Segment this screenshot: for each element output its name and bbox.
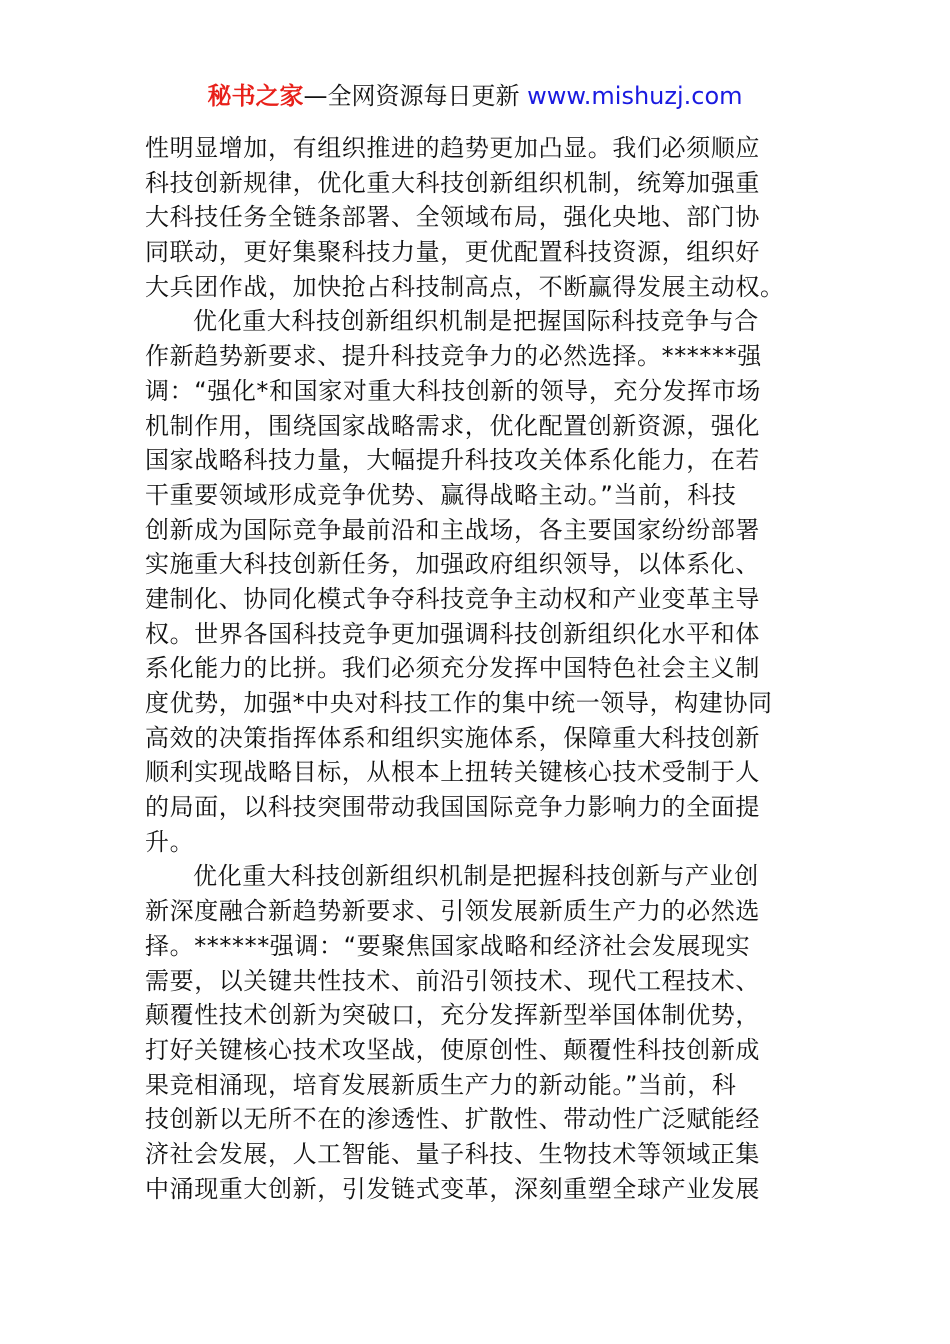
text-line: 需要，以关键共性技术、前沿引领技术、现代工程技术、 (145, 966, 760, 995)
text-line: 择。******强调：“要聚焦国家战略和经济社会发展现实 (145, 931, 751, 960)
text-line: 实施重大科技创新任务，加强政府组织领导，以体系化、 (145, 550, 760, 579)
text-line: 系化能力的比拼。我们必须充分发挥中国特色社会主义制 (145, 654, 760, 683)
text-line: 国家战略科技力量，大幅提升科技攻关体系化能力，在若 (145, 446, 760, 475)
text-line: 打好关键核心技术攻坚战，使原创性、颠覆性科技创新成 (145, 1035, 760, 1064)
paragraph-start-line: 优化重大科技创新组织机制是把握国际科技竞争与合 (193, 307, 759, 336)
text-line: 升。 (145, 827, 195, 856)
text-line: 济社会发展，人工智能、量子科技、生物技术等领域正集 (145, 1139, 760, 1168)
text-line: 作新趋势新要求、提升科技竞争力的必然选择。******强 (145, 342, 762, 371)
site-brand: 秘书之家 (207, 82, 304, 110)
text-line: 的局面，以科技突围带动我国国际竞争力影响力的全面提 (145, 793, 760, 822)
document-body (145, 131, 810, 1206)
text-line: 性明显增加，有组织推进的趋势更加凸显。我们必须顺应 (145, 134, 760, 162)
text-line: 高效的决策指挥体系和组织实施体系，保障重大科技创新 (145, 723, 760, 752)
text-line: 调：“强化*和国家对重大科技创新的领导，充分发挥市场 (145, 376, 762, 405)
text-line: 颠覆性技术创新为突破口，充分发挥新型举国体制优势， (145, 1001, 760, 1030)
text-line: 新深度融合新趋势新要求、引领发展新质生产力的必然选 (145, 897, 760, 926)
site-header (0, 80, 950, 112)
text-line: 权。世界各国科技竞争更加强调科技创新组织化水平和体 (145, 619, 760, 648)
text-line: 创新成为国际竞争最前沿和主战场，各主要国家纷纷部署 (145, 515, 760, 544)
site-url-link[interactable]: www.mishuzj.com (527, 82, 743, 110)
text-line: 机制作用，围绕国家战略需求，优化配置创新资源，强化 (145, 411, 760, 440)
text-line: 建制化、协同化模式争夺科技竞争主动权和产业变革主导 (145, 584, 760, 613)
site-tagline: —全网资源每日更新 (303, 82, 528, 110)
text-line: 同联动，更好集聚科技力量，更优配置科技资源，组织好 (145, 238, 760, 267)
text-line: 大兵团作战，加快抢占科技制高点，不断赢得发展主动权。 (145, 272, 785, 301)
text-line: 度优势，加强*中央对科技工作的集中统一领导，构建协同 (145, 689, 773, 717)
text-line: 顺利实现战略目标，从根本上扭转关键核心技术受制于人 (145, 758, 760, 787)
text-line: 果竞相涌现，培育发展新质生产力的新动能。”当前，科 (145, 1070, 737, 1099)
text-line: 大科技任务全链条部署、全领域布局，强化央地、部门协 (145, 203, 760, 232)
text-line: 科技创新规律，优化重大科技创新组织机制，统筹加强重 (145, 168, 760, 197)
text-line: 中涌现重大创新，引发链式变革，深刻重塑全球产业发展 (145, 1174, 760, 1203)
text-line: 干重要领域形成竞争优势、赢得战略主动。”当前，科技 (145, 480, 737, 509)
paragraph-start-line: 优化重大科技创新组织机制是把握科技创新与产业创 (193, 862, 759, 891)
text-line: 技创新以无所不在的渗透性、扩散性、带动性广泛赋能经 (145, 1105, 760, 1134)
